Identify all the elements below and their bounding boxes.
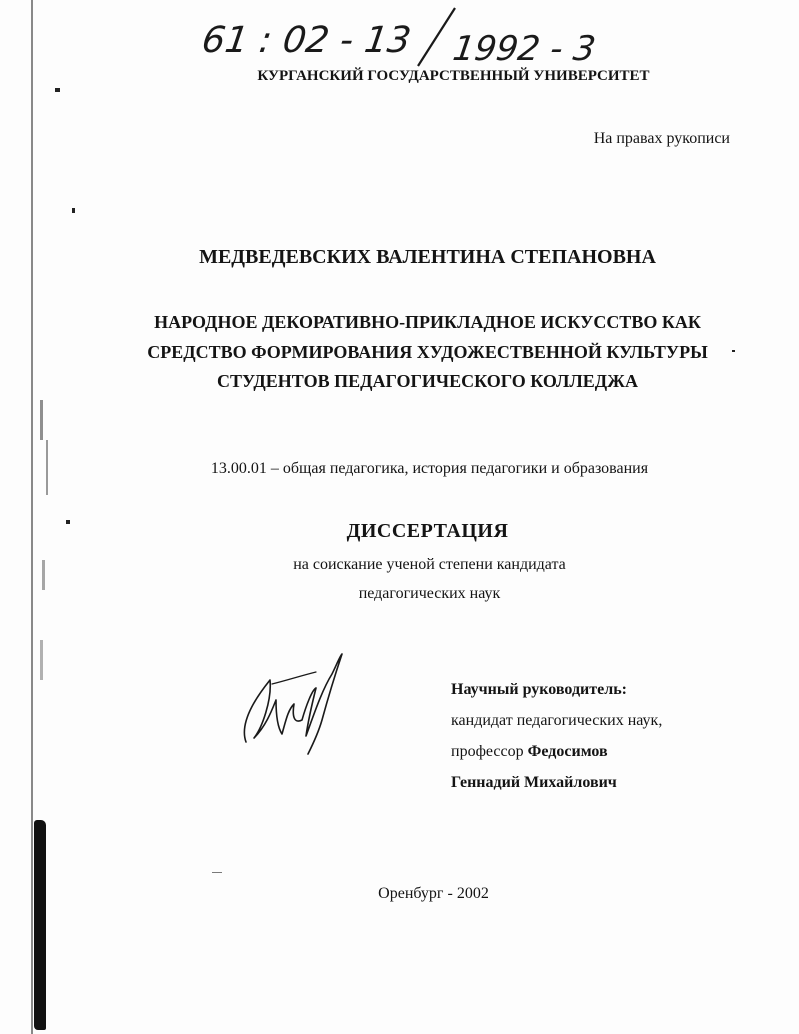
author-signature bbox=[232, 650, 352, 760]
author-name: МЕДВЕДЕВСКИХ ВАЛЕНТИНА СТЕПАНОВНА bbox=[199, 246, 656, 268]
scan-edge-shadow bbox=[34, 820, 46, 1030]
degree-line-1: на соискание ученой степени кандидата bbox=[293, 556, 566, 573]
supervisor-heading: Научный руководитель: bbox=[451, 681, 627, 698]
supervisor-title: профессор bbox=[451, 743, 524, 760]
thesis-title-line-3: СТУДЕНТОВ ПЕДАГОГИЧЕСКОГО КОЛЛЕДЖА bbox=[217, 371, 638, 391]
svg-text:1992 - 3: 1992 - 3 bbox=[450, 29, 598, 69]
scan-speck bbox=[40, 640, 43, 680]
scan-speck bbox=[40, 400, 43, 440]
scan-speck bbox=[55, 88, 60, 92]
supervisor-block bbox=[451, 674, 662, 798]
thesis-title-line-1: НАРОДНОЕ ДЕКОРАТИВНО-ПРИКЛАДНОЕ ИСКУССТВО КАК bbox=[154, 312, 701, 332]
degree-line-2: педагогических наук bbox=[358, 585, 501, 602]
supervisor-title-line bbox=[451, 736, 662, 767]
supervisor-surname: Федосимов bbox=[527, 743, 608, 760]
scan-speck bbox=[212, 872, 222, 873]
document-type: ДИССЕРТАЦИЯ bbox=[346, 520, 509, 542]
manuscript-rights-note: На правах рукописи bbox=[593, 130, 730, 147]
city-year: Оренбург - 2002 bbox=[378, 885, 489, 902]
thesis-title-line-2: СРЕДСТВО ФОРМИРОВАНИЯ ХУДОЖЕСТВЕННОЙ КУЛЬТУРЫ bbox=[147, 342, 708, 362]
scan-speck bbox=[72, 208, 75, 213]
svg-text:61 : 02 - 13: 61 : 02 - 13 bbox=[199, 18, 414, 61]
supervisor-given-names: Геннадий Михайлович bbox=[451, 774, 617, 791]
scan-edge-line bbox=[31, 0, 33, 1034]
supervisor-rank: кандидат педагогических наук, bbox=[451, 712, 663, 729]
specialty-code: 13.00.01 – общая педагогика, история педагогики и образования bbox=[210, 460, 649, 477]
handwritten-archive-number bbox=[0, 0, 640, 70]
university-name: КУРГАНСКИЙ ГОСУДАРСТВЕННЫЙ УНИВЕРСИТЕТ bbox=[257, 68, 650, 84]
